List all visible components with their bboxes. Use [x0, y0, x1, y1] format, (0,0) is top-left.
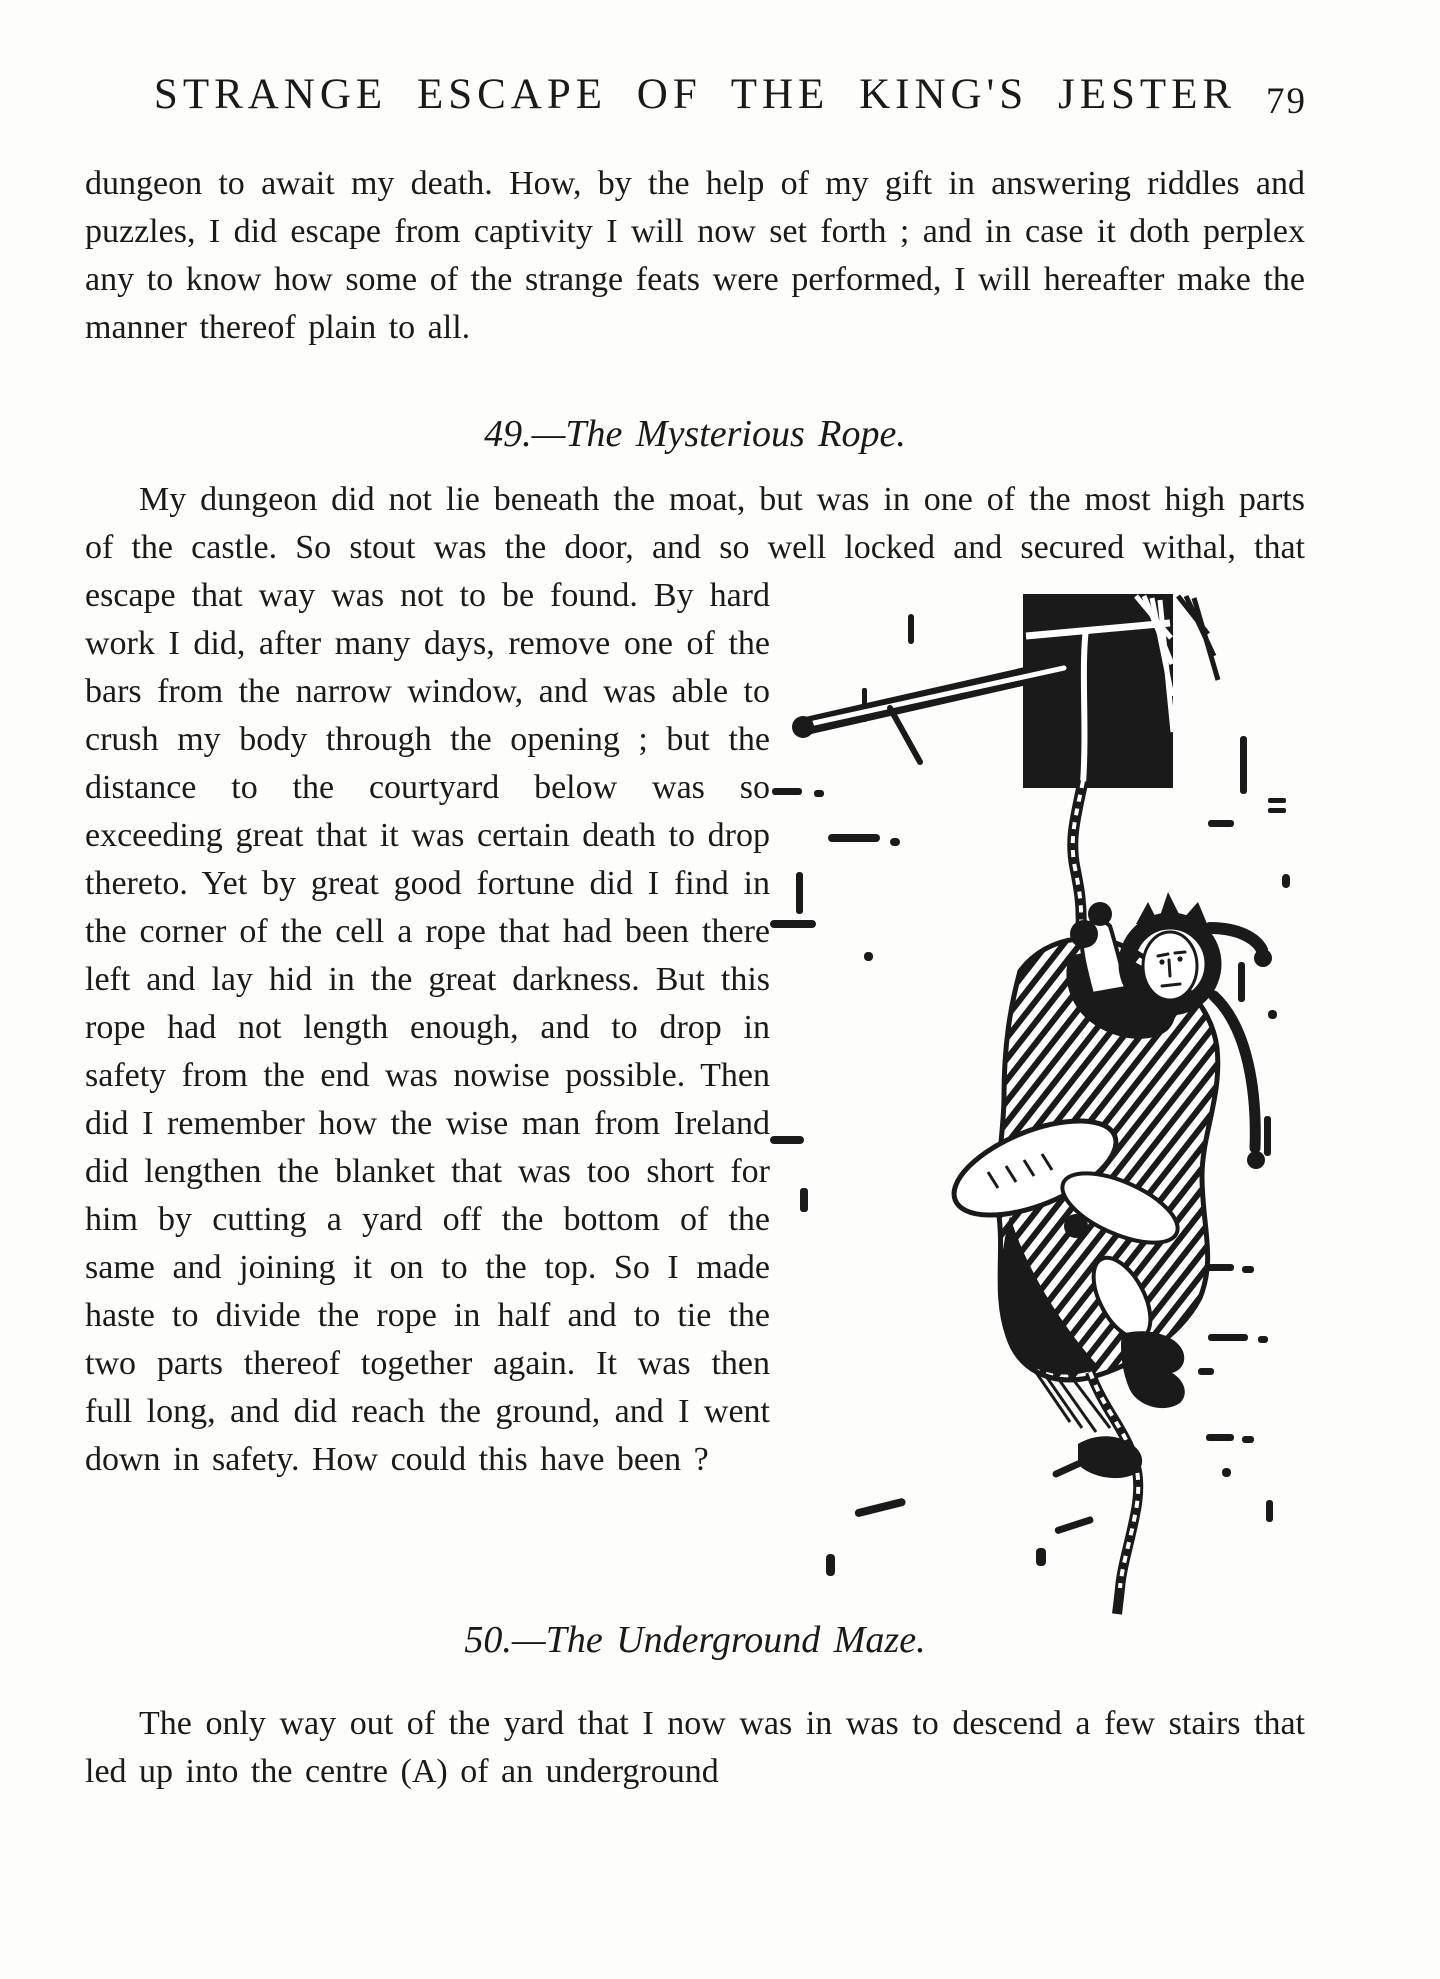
- rope-upper: [1073, 781, 1083, 928]
- page-title: STRANGE ESCAPE OF THE KING'S JESTER: [153, 71, 1237, 118]
- rope-lower: [1036, 1372, 1142, 1614]
- paragraph-50: The only way out of the yard that I now was in was to descend a few stairs that led up into the centre (A) of an underground: [85, 1705, 1305, 1790]
- page-number: 79: [1266, 81, 1307, 122]
- jester-figure: [941, 892, 1272, 1432]
- paragraph-49-text: My dungeon did not lie beneath the moat, but was in one of the most high parts of the castle. So stout was the door, and so well locked and secured withal, that escape that way was not to be found. By hard work I did, after many days, remove one of the bars from the narrow window, and was able to crush my body through the opening ; but the distance to the courtyard below was so exceeding great that it was certain death to drop thereto. Yet by great good fortune did I find in the corner of the cell a rope that had been there left and lay hid in the great darkness. But this rope had not length enough, and to drop in safety from the end was nowise possible. Then did I remember how the wise man from Ireland did lengthen the blanket that was too short for him by cutting a yard off the bottom of the same and joining it on to the top. So I made haste to divide the rope in half and to tie the two parts thereof together again. It was then full long, and did reach the ground, and I went down in safety. How could this have been ?: [85, 481, 1305, 1478]
- section-heading-49: 49.—The Mysterious Rope.: [484, 413, 906, 455]
- page-body: [85, 160, 1305, 1796]
- running-head: [85, 70, 1305, 120]
- dungeon-window: [1023, 594, 1218, 788]
- illustration-jester-rope: [770, 476, 1305, 1616]
- section-heading-50: 50.—The Underground Maze.: [464, 1619, 926, 1661]
- paragraph-49: [85, 476, 1305, 1484]
- paragraph-continuation: dungeon to await my death. How, by the help of my gift in answering riddles and puzzles, I did escape from captivity I will now set forth ; and in case it doth perplex any to know how some of the strange feats were performed, I will hereafter make the manner thereof plain to all.: [85, 165, 1305, 346]
